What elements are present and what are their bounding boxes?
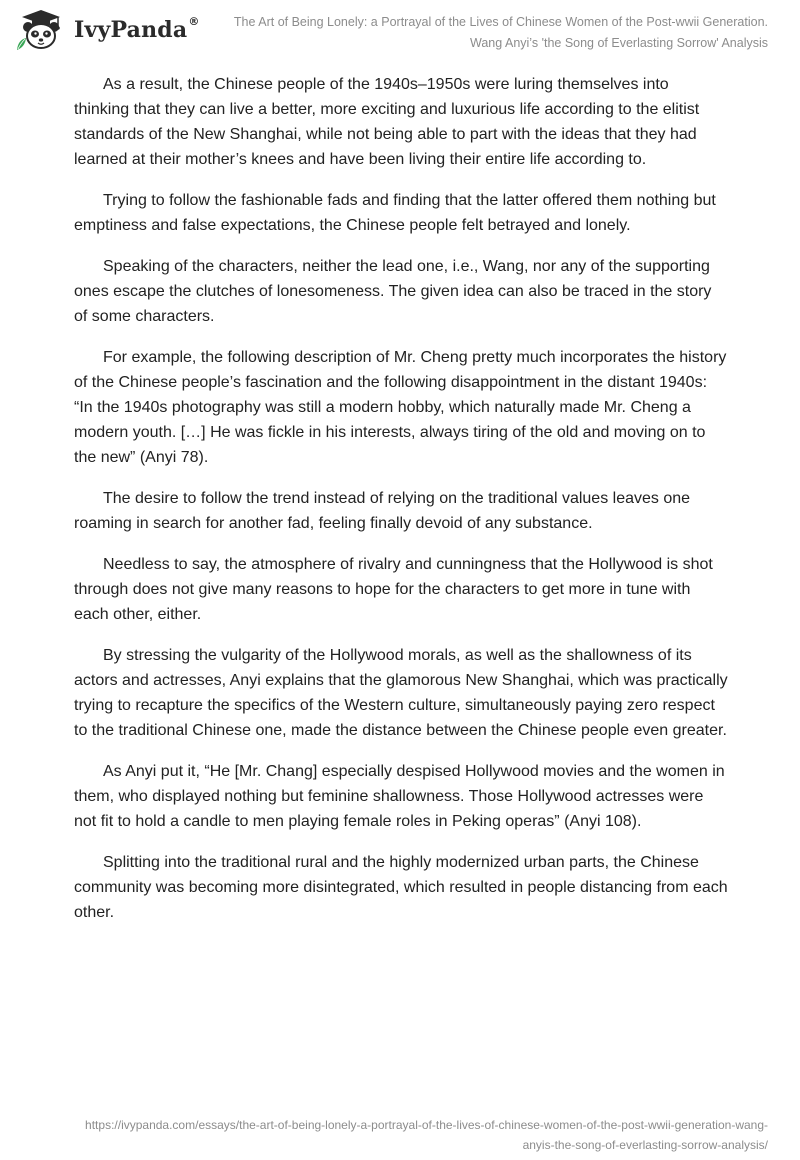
paragraph: The desire to follow the trend instead of relying on the traditional values leaves one roaming in search for another fad, feeling finally devoid of any substance.: [74, 490, 691, 532]
panda-graduate-icon: [14, 8, 68, 52]
paragraph: Splitting into the traditional rural and the highly modernized urban parts, the Chinese community was becoming more disintegrated, which resulted in people distancing from each other.: [74, 854, 728, 921]
source-url-line-2: anyis-the-song-of-everlasting-sorrow-analysis/: [522, 1138, 768, 1152]
brand-name: IvyPanda®: [74, 15, 200, 43]
source-url-line-1: https://ivypanda.com/essays/the-art-of-being-lonely-a-portrayal-of-the-lives-of-chinese-women-of-the-post-wwii-generation-wang-: [85, 1118, 768, 1132]
paragraph: As a result, the Chinese people of the 1940s–1950s were luring themselves into thinking that they can live a better, more exciting and luxurious life according to the elitist standards of the New Shanghai, while not being able to part with the ideas that they had learned at their mother’s knees and have been living their entire life according to.: [74, 76, 700, 168]
paragraph: Speaking of the characters, neither the lead one, i.e., Wang, nor any of the supporting ones escape the clutches of lonesomeness. The given idea can also be traced in the story of some characters.: [74, 258, 712, 325]
paragraph: By stressing the vulgarity of the Hollywood morals, as well as the shallowness of its actors and actresses, Anyi explains that the glamorous New Shanghai, which was practically trying to recapture the specifics of the Western culture, simultaneously paying zero respect to the traditional Chinese one, made the distance between the Chinese people even greater.: [74, 647, 728, 739]
paragraph: Trying to follow the fashionable fads and finding that the latter offered them nothing but emptiness and false expectations, the Chinese people felt betrayed and lonely.: [74, 192, 716, 234]
source-url[interactable]: [28, 1115, 768, 1155]
paragraph: As Anyi put it, “He [Mr. Chang] especially despised Hollywood movies and the women in them, who displayed nothing but feminine shallowness. Those Hollywood actresses were not fit to hold a candle to men playing female roles in Peking operas” (Anyi 108).: [74, 763, 725, 830]
paragraph: For example, the following description of Mr. Cheng pretty much incorporates the history of the Chinese people’s fascination and the following disappointment in the distant 1940s: “In the 1940s photography was still a modern hobby, which naturally made Mr. Cheng a modern youth. […] He was fickle in his interests, always tiring of the old and moving on to the new” (Anyi 78).: [74, 349, 727, 466]
page-header: [0, 0, 800, 60]
document-title-line-2: Wang Anyi’s 'the Song of Everlasting Sorrow' Analysis: [470, 36, 768, 50]
ivypanda-logo[interactable]: [14, 8, 200, 52]
essay-body: [74, 72, 728, 941]
paragraph: Needless to say, the atmosphere of rivalry and cunningness that the Hollywood is shot through does not give many reasons to hope for the characters to get more in tune with each other, either.: [74, 556, 713, 623]
registered-mark: ®: [188, 15, 200, 28]
document-title-line-1: The Art of Being Lonely: a Portrayal of the Lives of Chinese Women of the Post-wwii Generation.: [233, 15, 768, 29]
document-title: [208, 12, 768, 54]
